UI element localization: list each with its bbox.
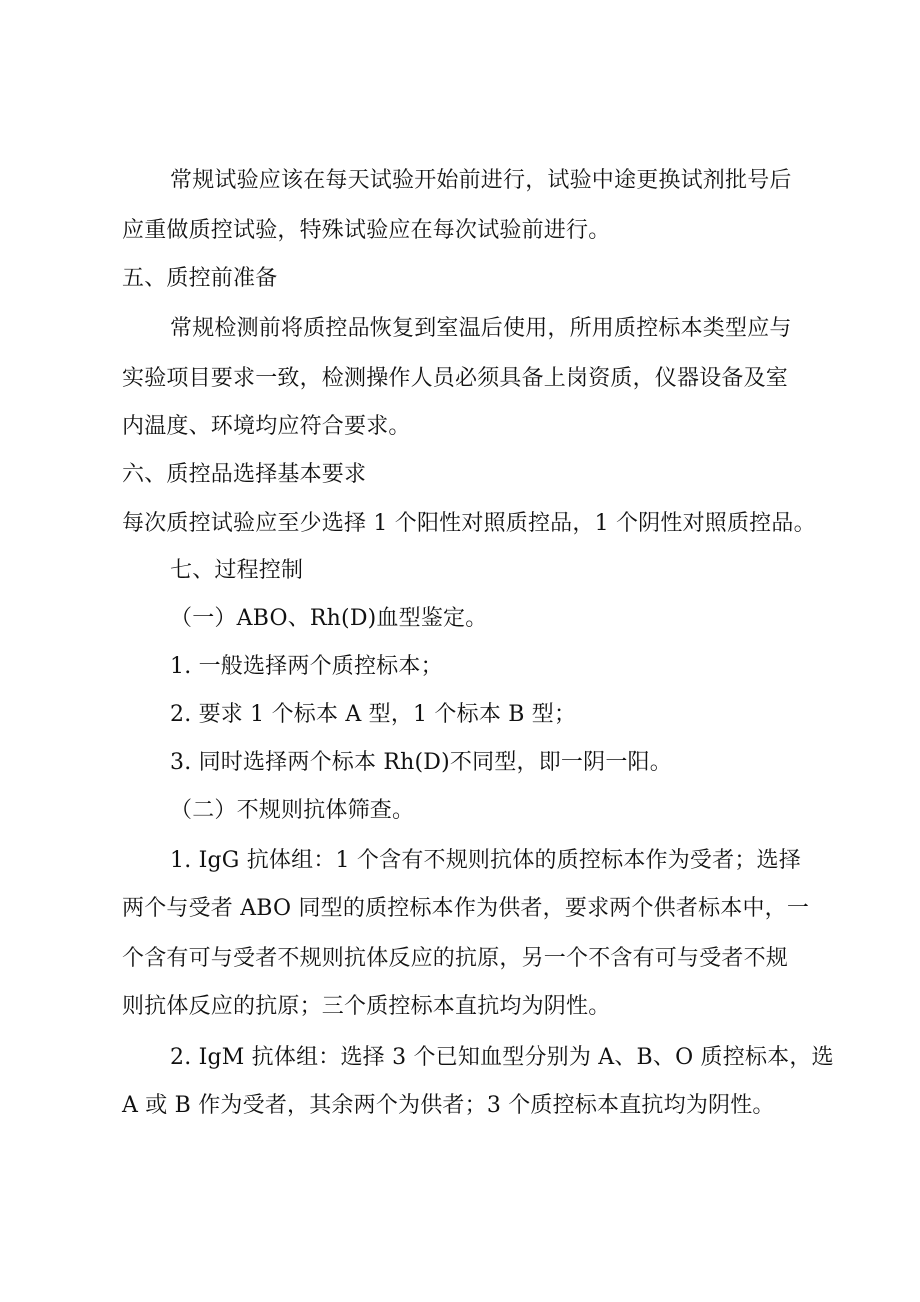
paragraph-line: 内温度、环境均应符合要求。: [122, 414, 411, 439]
list-item: 1. IgG 抗体组：1 个含有不规则抗体的质控标本作为受者；选择: [170, 848, 801, 873]
paragraph-line: 应重做质控试验，特殊试验应在每次试验前进行。: [122, 218, 611, 243]
paragraph-line: 两个与受者 ABO 同型的质控标本作为供者，要求两个供者标本中，一: [122, 896, 810, 921]
list-item: 2. IgM 抗体组：选择 3 个已知血型分别为 A、B、O 质控标本，选: [170, 1045, 834, 1070]
paragraph-line: 则抗体反应的抗原；三个质控标本直抗均为阴性。: [122, 994, 611, 1019]
paragraph-line: 个含有可与受者不规则抗体反应的抗原，另一个不含有可与受者不规: [122, 946, 789, 971]
paragraph-line: 实验项目要求一致，检测操作人员必须具备上岗资质，仪器设备及室: [122, 366, 789, 391]
list-item: 1. 一般选择两个质控标本；: [170, 654, 443, 679]
paragraph-line: 常规检测前将质控品恢复到室温后使用，所用质控标本类型应与: [170, 316, 792, 341]
list-item: 2. 要求 1 个标本 A 型，1 个标本 B 型；: [170, 702, 577, 727]
subsection-heading: （二）不规则抗体筛查。: [170, 798, 415, 823]
paragraph-line: 常规试验应该在每天试验开始前进行，试验中途更换试剂批号后: [170, 168, 792, 193]
list-item: 3. 同时选择两个标本 Rh(D)不同型，即一阴一阳。: [170, 750, 672, 775]
section-heading: 六、质控品选择基本要求: [122, 462, 367, 487]
subsection-heading: （一）ABO、Rh(D)血型鉴定。: [170, 606, 488, 631]
paragraph-line: A 或 B 作为受者，其余两个为供者；3 个质控标本直抗均为阴性。: [122, 1093, 775, 1118]
section-heading: 七、过程控制: [170, 558, 304, 583]
paragraph-line: 每次质控试验应至少选择 1 个阳性对照质控品，1 个阴性对照质控品。: [122, 511, 816, 536]
section-heading: 五、质控前准备: [122, 266, 278, 291]
